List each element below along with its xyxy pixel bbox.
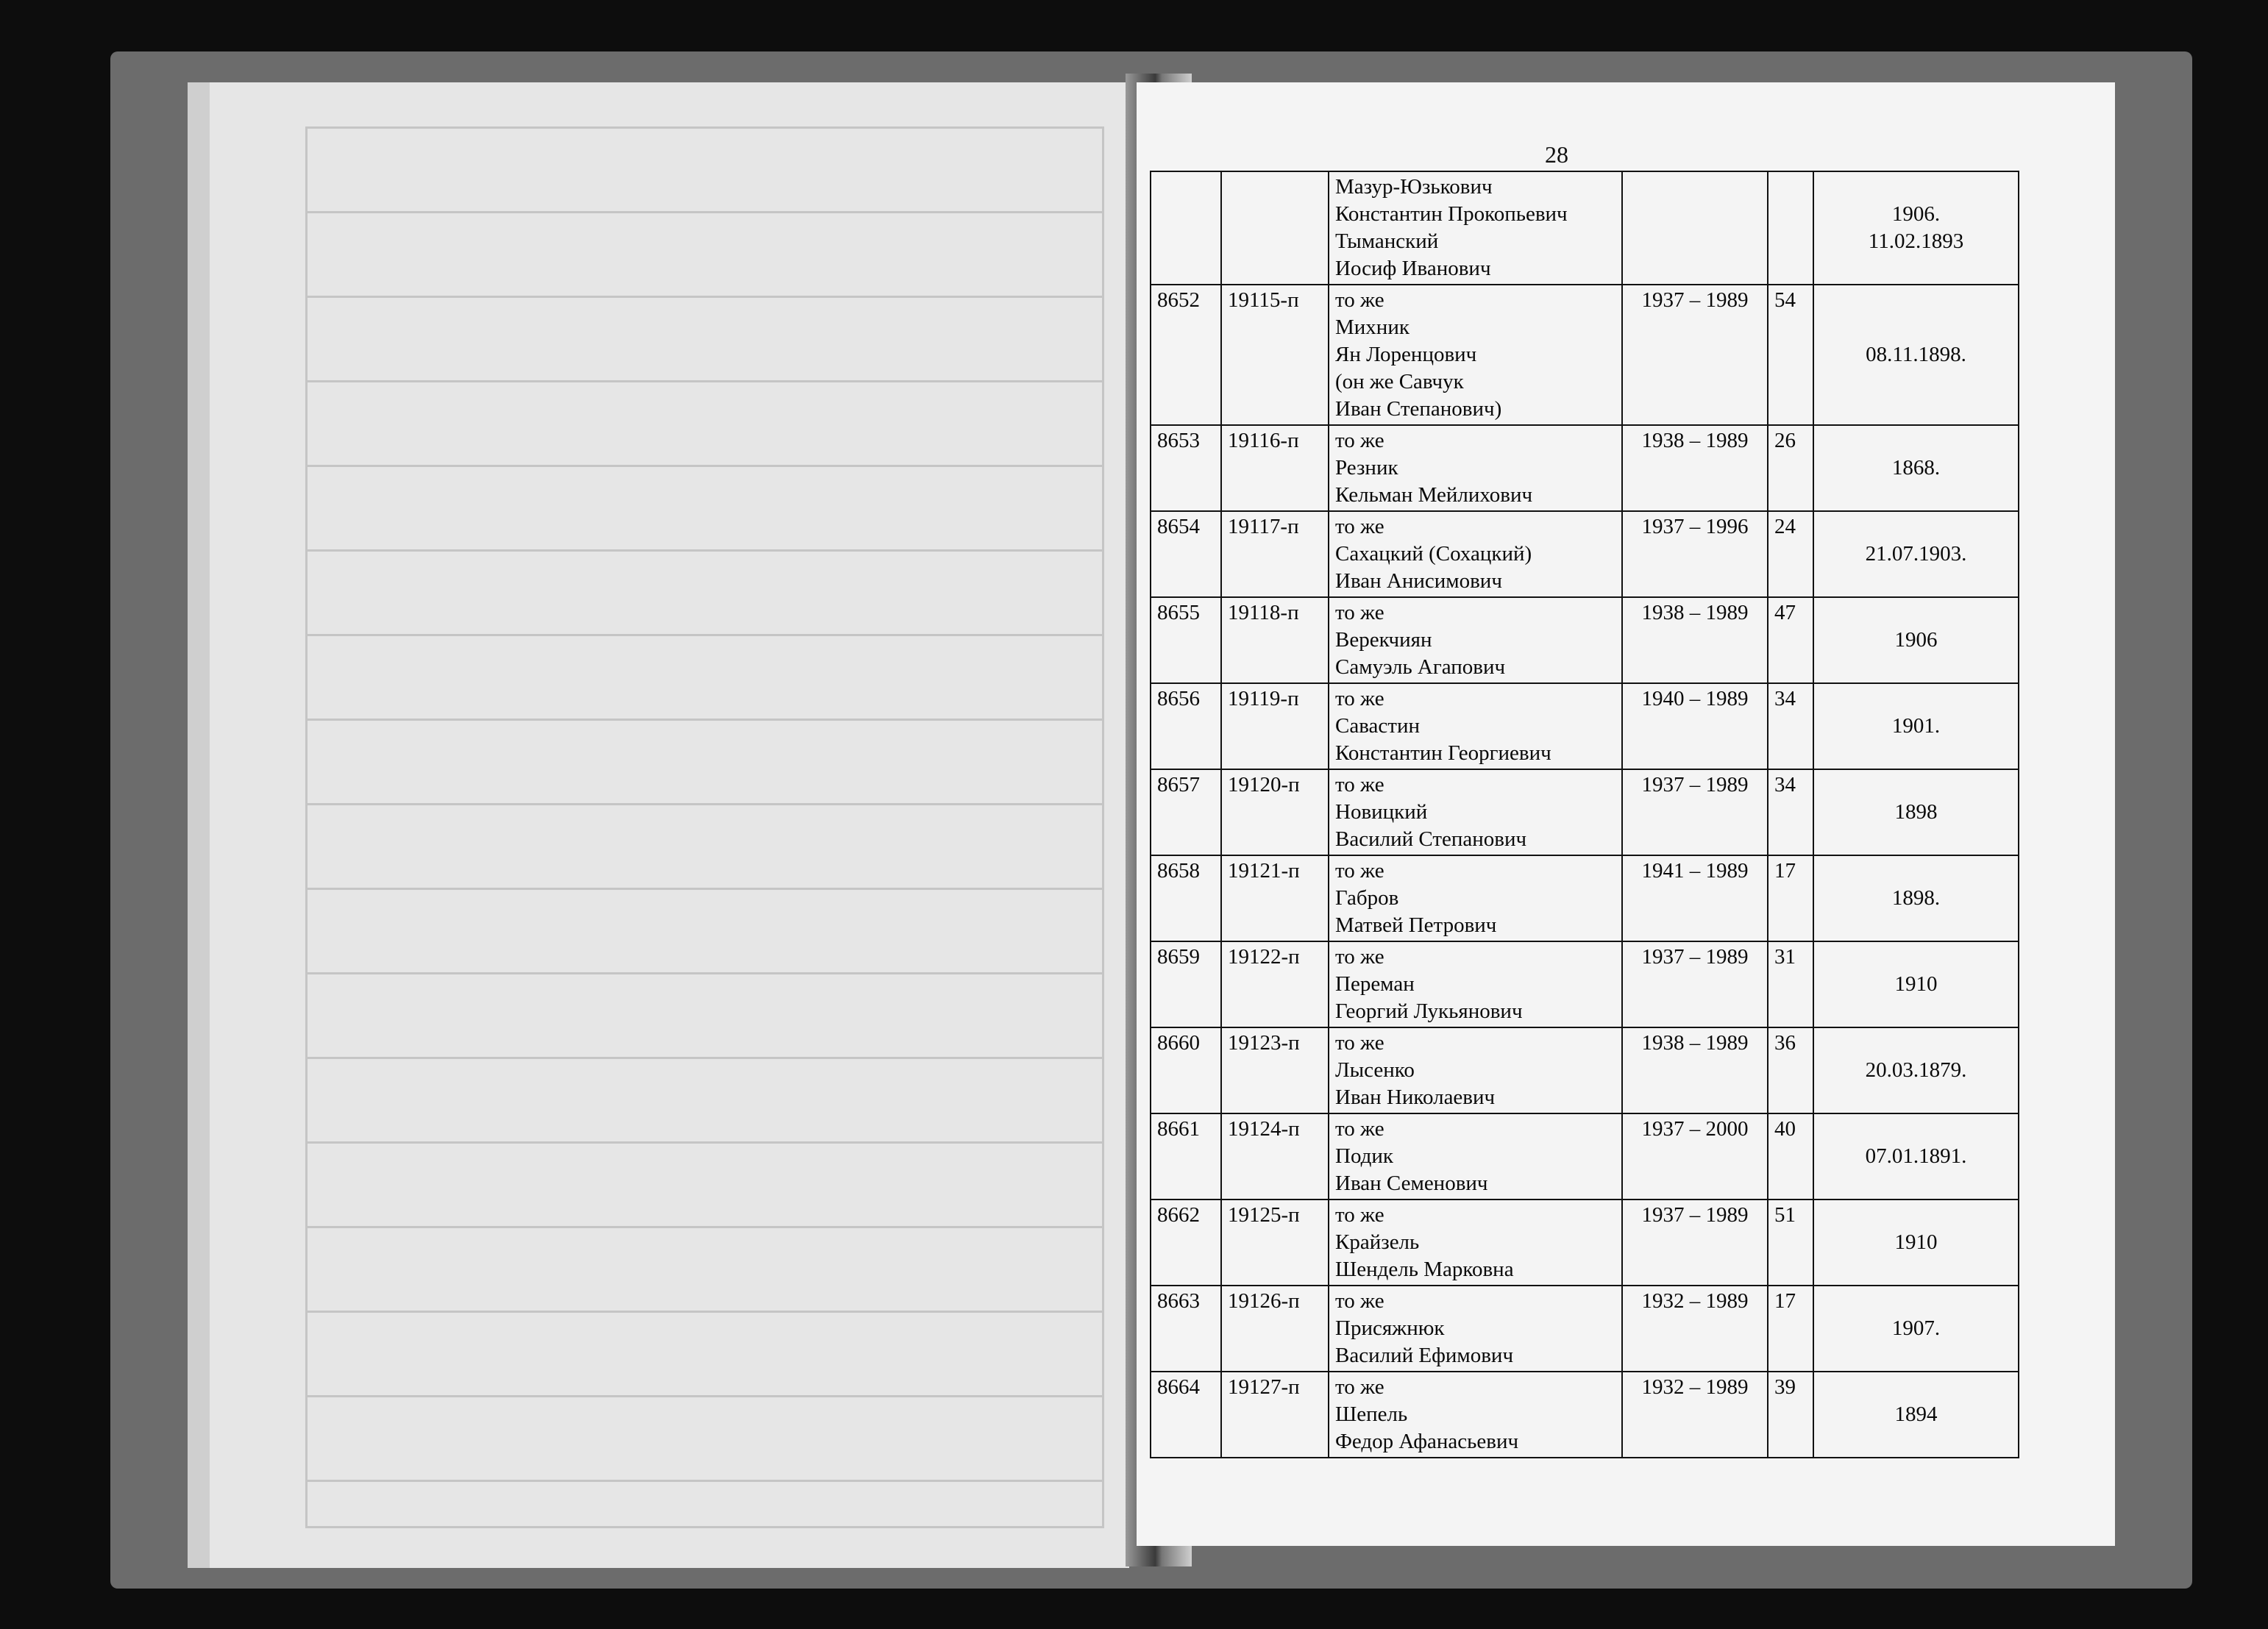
table-row xyxy=(1151,511,2019,597)
birth-date-line: 1898 xyxy=(1894,800,1938,824)
case-number: 19125-п xyxy=(1221,1200,1329,1286)
name-line: то же xyxy=(1335,773,1384,796)
table-row xyxy=(1151,769,2019,855)
page-count: 40 xyxy=(1768,1113,1813,1200)
record-number xyxy=(1151,171,1221,285)
birth-date xyxy=(1813,1027,2019,1113)
person-name xyxy=(1329,769,1622,855)
birth-date-line: 1868. xyxy=(1891,456,1941,480)
page-count: 26 xyxy=(1768,425,1813,511)
table-row xyxy=(1151,1027,2019,1113)
name-line: то же xyxy=(1335,1375,1384,1399)
name-line: Иван Николаевич xyxy=(1335,1086,1496,1109)
birth-date-line: 1906. xyxy=(1891,202,1941,226)
birth-date-line: 1907. xyxy=(1891,1316,1941,1340)
record-number: 8653 xyxy=(1151,425,1221,511)
name-line: то же xyxy=(1335,1289,1384,1313)
name-line: Габров xyxy=(1335,886,1399,910)
years-range: 1940 – 1989 xyxy=(1622,683,1768,769)
name-line: Иван Семенович xyxy=(1335,1172,1488,1195)
name-line: то же xyxy=(1335,288,1384,312)
birth-date xyxy=(1813,171,2019,285)
name-line: Присяжнюк xyxy=(1335,1316,1445,1340)
record-number: 8656 xyxy=(1151,683,1221,769)
name-line: Иван Степанович) xyxy=(1335,397,1502,421)
page-count: 34 xyxy=(1768,683,1813,769)
birth-date xyxy=(1813,941,2019,1027)
person-name xyxy=(1329,1286,1622,1372)
years-range: 1937 – 1989 xyxy=(1622,285,1768,425)
person-name xyxy=(1329,171,1622,285)
person-name xyxy=(1329,683,1622,769)
birth-date xyxy=(1813,597,2019,683)
person-name xyxy=(1329,941,1622,1027)
years-range xyxy=(1622,171,1768,285)
page-count: 39 xyxy=(1768,1372,1813,1458)
record-number: 8659 xyxy=(1151,941,1221,1027)
years-range: 1938 – 1989 xyxy=(1622,597,1768,683)
name-line: Резник xyxy=(1335,456,1398,480)
person-name xyxy=(1329,511,1622,597)
record-number: 8652 xyxy=(1151,285,1221,425)
name-line: Шендель Марковна xyxy=(1335,1258,1514,1281)
name-line: Константин Прокопьевич xyxy=(1335,202,1568,226)
person-name xyxy=(1329,597,1622,683)
name-line: Константин Георгиевич xyxy=(1335,741,1551,765)
case-number: 19118-п xyxy=(1221,597,1329,683)
bleed-through-table xyxy=(305,126,1104,1528)
name-line: Георгий Лукьянович xyxy=(1335,999,1523,1023)
name-line: Иосиф Иванович xyxy=(1335,257,1491,280)
name-line: Верекчиян xyxy=(1335,628,1432,652)
case-number: 19124-п xyxy=(1221,1113,1329,1200)
person-name xyxy=(1329,1027,1622,1113)
table-row xyxy=(1151,683,2019,769)
case-number: 19127-п xyxy=(1221,1372,1329,1458)
name-line: Матвей Петрович xyxy=(1335,913,1497,937)
name-line: Новицкий xyxy=(1335,800,1428,824)
record-number: 8663 xyxy=(1151,1286,1221,1372)
case-number: 19122-п xyxy=(1221,941,1329,1027)
birth-date xyxy=(1813,511,2019,597)
birth-date-line: 1910 xyxy=(1894,972,1938,996)
birth-date-line: 20.03.1879. xyxy=(1865,1058,1967,1082)
table-row xyxy=(1151,941,2019,1027)
page-count: 47 xyxy=(1768,597,1813,683)
table-row xyxy=(1151,1200,2019,1286)
birth-date-line: 1906 xyxy=(1894,628,1938,652)
years-range: 1937 – 2000 xyxy=(1622,1113,1768,1200)
registry-body xyxy=(1151,171,2019,1458)
years-range: 1937 – 1996 xyxy=(1622,511,1768,597)
person-name xyxy=(1329,1113,1622,1200)
years-range: 1941 – 1989 xyxy=(1622,855,1768,941)
record-number: 8662 xyxy=(1151,1200,1221,1286)
name-line: то же xyxy=(1335,515,1384,538)
birth-date-line: 1898. xyxy=(1891,886,1941,910)
birth-date-line: 08.11.1898. xyxy=(1866,343,1966,366)
name-line: то же xyxy=(1335,687,1384,710)
record-number: 8660 xyxy=(1151,1027,1221,1113)
record-number: 8655 xyxy=(1151,597,1221,683)
name-line: Иван Анисимович xyxy=(1335,569,1502,593)
page-count: 24 xyxy=(1768,511,1813,597)
name-line: Сахацкий (Сохацкий) xyxy=(1335,542,1532,566)
birth-date-line: 1894 xyxy=(1894,1402,1938,1426)
years-range: 1932 – 1989 xyxy=(1622,1372,1768,1458)
name-line: то же xyxy=(1335,429,1384,452)
case-number: 19116-п xyxy=(1221,425,1329,511)
birth-date xyxy=(1813,1200,2019,1286)
name-line: Кельман Мейлихович xyxy=(1335,483,1533,507)
birth-date-line: 11.02.1893 xyxy=(1868,229,1964,253)
name-line: Самуэль Агапович xyxy=(1335,655,1506,679)
years-range: 1937 – 1989 xyxy=(1622,769,1768,855)
birth-date-line: 21.07.1903. xyxy=(1865,542,1967,566)
years-range: 1938 – 1989 xyxy=(1622,1027,1768,1113)
name-line: Василий Ефимович xyxy=(1335,1344,1514,1367)
name-line: то же xyxy=(1335,1117,1384,1141)
case-number: 19119-п xyxy=(1221,683,1329,769)
table-row xyxy=(1151,1372,2019,1458)
birth-date-line: 1901. xyxy=(1891,714,1941,738)
person-name xyxy=(1329,855,1622,941)
table-row xyxy=(1151,855,2019,941)
name-line: то же xyxy=(1335,859,1384,883)
case-number: 19123-п xyxy=(1221,1027,1329,1113)
name-line: Крайзель xyxy=(1335,1230,1420,1254)
page-count: 51 xyxy=(1768,1200,1813,1286)
name-line: то же xyxy=(1335,1031,1384,1055)
birth-date xyxy=(1813,769,2019,855)
birth-date-line: 1910 xyxy=(1894,1230,1938,1254)
case-number: 19117-п xyxy=(1221,511,1329,597)
name-line: Федор Афанасьевич xyxy=(1335,1430,1519,1453)
table-row xyxy=(1151,425,2019,511)
case-number: 19121-п xyxy=(1221,855,1329,941)
years-range: 1932 – 1989 xyxy=(1622,1286,1768,1372)
person-name xyxy=(1329,285,1622,425)
birth-date xyxy=(1813,425,2019,511)
case-number: 19120-п xyxy=(1221,769,1329,855)
person-name xyxy=(1329,425,1622,511)
page-count: 34 xyxy=(1768,769,1813,855)
table-row xyxy=(1151,1286,2019,1372)
birth-date xyxy=(1813,285,2019,425)
years-range: 1938 – 1989 xyxy=(1622,425,1768,511)
person-name xyxy=(1329,1200,1622,1286)
registry-table xyxy=(1150,171,2019,1458)
name-line: Лысенко xyxy=(1335,1058,1415,1082)
table-row xyxy=(1151,171,2019,285)
record-number: 8658 xyxy=(1151,855,1221,941)
birth-date xyxy=(1813,1286,2019,1372)
name-line: Василий Степанович xyxy=(1335,827,1527,851)
name-line: Мазур-Юзькович xyxy=(1335,175,1493,199)
birth-date xyxy=(1813,1372,2019,1458)
name-line: то же xyxy=(1335,601,1384,624)
name-line: то же xyxy=(1335,1203,1384,1227)
birth-date-line: 07.01.1891. xyxy=(1865,1144,1967,1168)
years-range: 1937 – 1989 xyxy=(1622,941,1768,1027)
name-line: Тыманский xyxy=(1335,229,1439,253)
case-number: 19115-п xyxy=(1221,285,1329,425)
birth-date xyxy=(1813,1113,2019,1200)
case-number xyxy=(1221,171,1329,285)
name-line: (он же Савчук xyxy=(1335,370,1464,393)
name-line: Ян Лоренцович xyxy=(1335,343,1477,366)
record-number: 8661 xyxy=(1151,1113,1221,1200)
name-line: Михник xyxy=(1335,316,1409,339)
name-line: то же xyxy=(1335,945,1384,969)
birth-date xyxy=(1813,683,2019,769)
page-count: 54 xyxy=(1768,285,1813,425)
birth-date xyxy=(1813,855,2019,941)
left-page xyxy=(210,82,1129,1568)
page-count xyxy=(1768,171,1813,285)
page-number: 28 xyxy=(1545,141,1568,168)
name-line: Савастин xyxy=(1335,714,1420,738)
person-name xyxy=(1329,1372,1622,1458)
case-number: 19126-п xyxy=(1221,1286,1329,1372)
name-line: Подик xyxy=(1335,1144,1393,1168)
name-line: Переман xyxy=(1335,972,1415,996)
page-count: 17 xyxy=(1768,1286,1813,1372)
record-number: 8664 xyxy=(1151,1372,1221,1458)
table-row xyxy=(1151,1113,2019,1200)
name-line: Шепель xyxy=(1335,1402,1408,1426)
table-row xyxy=(1151,285,2019,425)
record-number: 8657 xyxy=(1151,769,1221,855)
page-count: 36 xyxy=(1768,1027,1813,1113)
page-count: 17 xyxy=(1768,855,1813,941)
record-number: 8654 xyxy=(1151,511,1221,597)
page-count: 31 xyxy=(1768,941,1813,1027)
table-row xyxy=(1151,597,2019,683)
years-range: 1937 – 1989 xyxy=(1622,1200,1768,1286)
